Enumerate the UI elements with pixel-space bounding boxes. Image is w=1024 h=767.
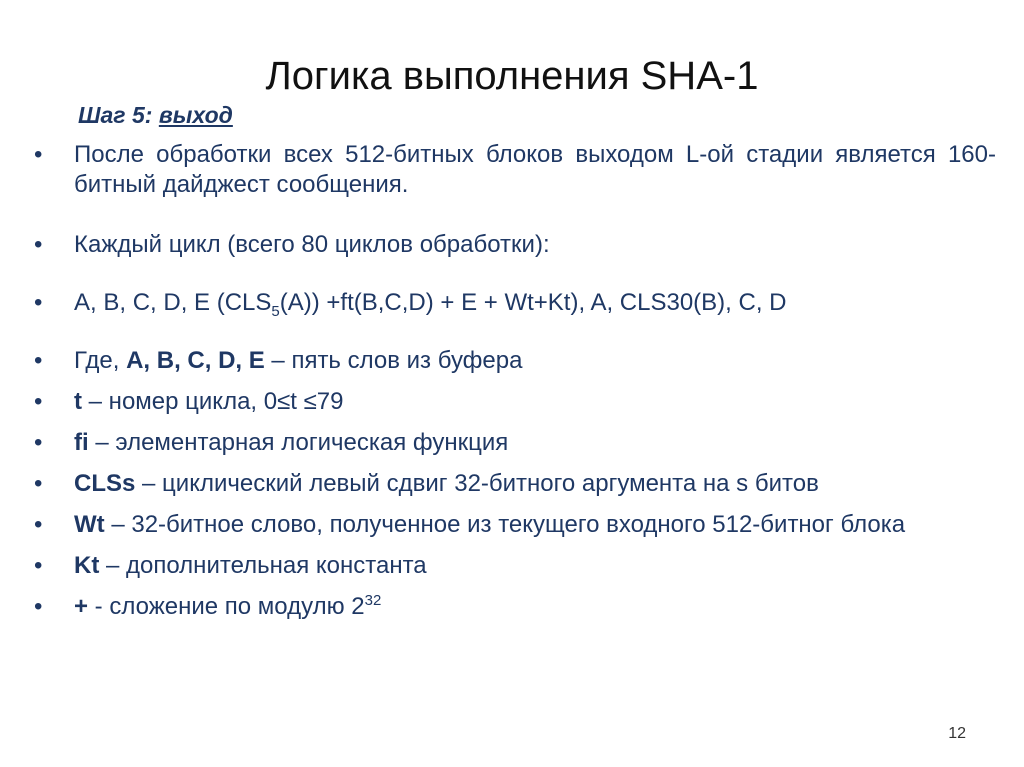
bullet-item-formula — [34, 288, 996, 318]
bullet-icon: • — [34, 289, 43, 316]
bullet-key: Wt — [74, 511, 105, 538]
bullet-icon: • — [34, 388, 43, 415]
bullet-item-kt — [34, 551, 996, 581]
formula-start: A, B, C, D, E (CLS — [74, 289, 272, 316]
exponent: 32 — [364, 592, 382, 609]
page-number: 12 — [948, 725, 966, 742]
bullet-key: A, B, C, D, E — [126, 347, 265, 374]
bullet-item-wt — [34, 510, 996, 540]
bullet-text: Каждый цикл (всего 80 циклов обработки): — [74, 231, 550, 258]
step-word: выход — [158, 102, 233, 128]
bullet-text: – номер цикла, 0≤t ≤79 — [82, 388, 344, 415]
bullet-item-cycle — [34, 230, 996, 260]
bullet-prefix: Где, — [74, 347, 127, 374]
bullet-icon: • — [34, 347, 43, 374]
bullet-icon: • — [34, 593, 43, 620]
bullet-text: – элементарная логическая функция — [88, 429, 509, 456]
bullet-key: Kt — [74, 552, 100, 579]
formula-end: (A)) +ft(B,C,D) + E + Wt+Kt), A, CLS30(B), C, D — [279, 289, 787, 316]
bullet-item-fi — [34, 428, 996, 458]
slide-title: Логика выполнения SHA-1 — [265, 54, 759, 98]
bullet-icon: • — [34, 552, 43, 579]
bullet-text: - сложение по модулю 2 — [88, 593, 365, 620]
bullet-icon: • — [34, 470, 43, 497]
bullet-text: После обработки всех 512-битных блоков выходом L-ой стадии является 160-битный дайджест сообщения. — [74, 141, 996, 198]
bullet-item-plus — [34, 592, 996, 622]
step-label: Шаг 5: — [78, 102, 159, 128]
bullet-icon: • — [34, 511, 43, 538]
bullet-icon: • — [34, 141, 43, 168]
bullet-item-summary — [34, 140, 996, 200]
bullet-text: – дополнительная константа — [99, 552, 427, 579]
bullet-item-clss — [34, 469, 996, 499]
bullet-text: – циклический левый сдвиг 32-битного аргумента на s битов — [135, 470, 819, 497]
bullet-text: – пять слов из буфера — [264, 347, 523, 374]
formula-subscript: 5 — [271, 302, 280, 320]
bullet-text: – 32-битное слово, полученное из текущего входного 512-битног блока — [104, 511, 906, 538]
bullet-key: + — [74, 593, 89, 620]
bullet-list — [34, 140, 996, 622]
bullet-key: CLSs — [74, 470, 136, 497]
bullet-icon: • — [34, 231, 43, 258]
bullet-item-words — [34, 346, 996, 376]
bullet-key: t — [74, 388, 82, 415]
step-heading — [78, 100, 233, 130]
bullet-item-t — [34, 387, 996, 417]
bullet-icon: • — [34, 429, 43, 456]
bullet-key: fi — [74, 429, 89, 456]
